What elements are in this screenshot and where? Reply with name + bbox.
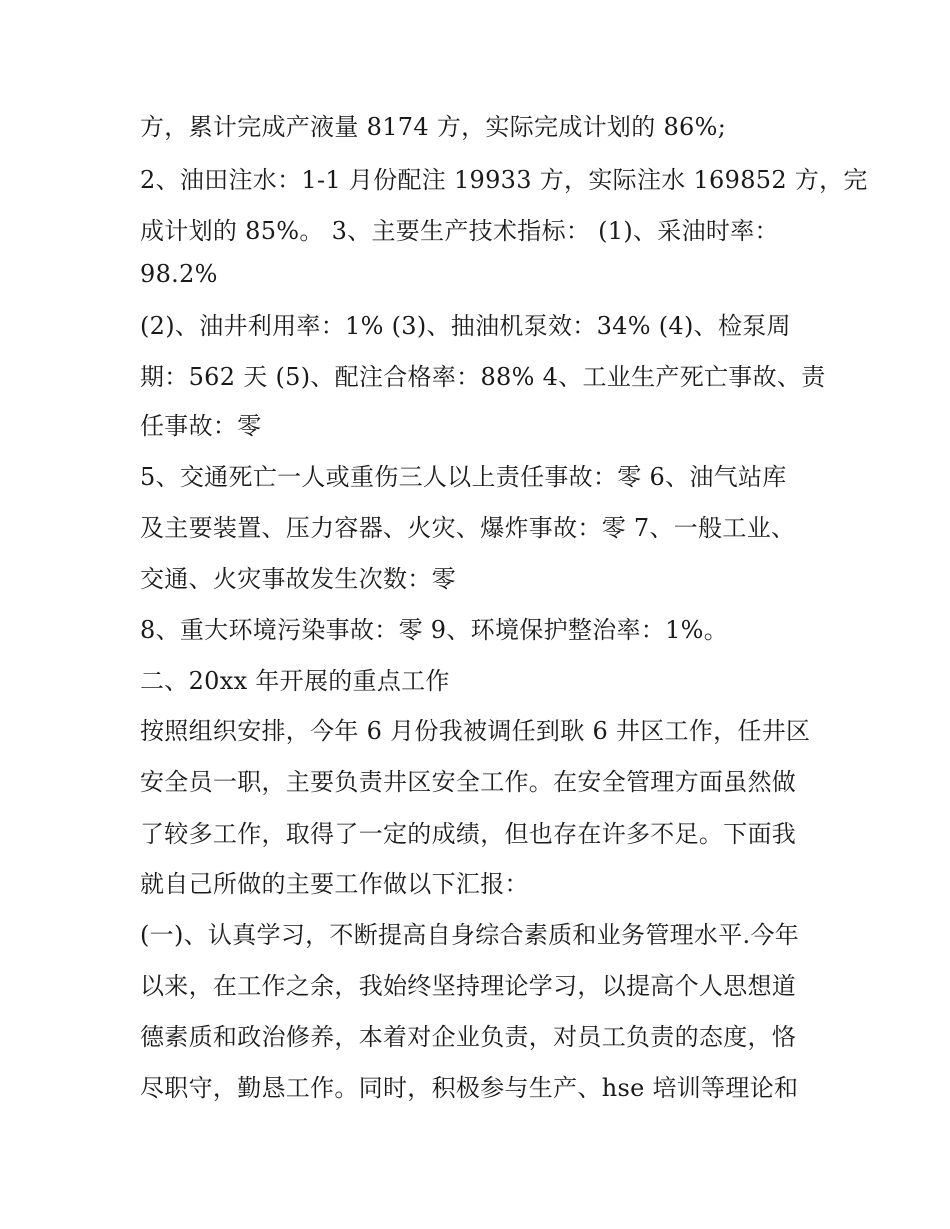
text-line-station-accident: 及主要装置、压力容器、火灾、爆炸事故：零 7、一般工业、 (140, 514, 796, 542)
text-line-liability-accident: 任事故：零 (140, 412, 262, 440)
text-line-technical-indicators: 成计划的 85%。 3、主要生产技术指标： (1)、采油时率： (140, 217, 779, 245)
text-line-diligent-work: 尽职守，勤恳工作。同时，积极参与生产、hse 培训等理论和 (140, 1074, 799, 1102)
subheading-study: (一)、认真学习，不断提高自身综合素质和业务管理水平.今年 (140, 921, 800, 949)
text-line-theory-study: 以来，在工作之余，我始终坚持理论学习，以提高个人思想道 (140, 972, 797, 1000)
text-line-safety-officer: 安全员一职，主要负责井区安全工作。在安全管理方面虽然做 (140, 768, 797, 796)
text-line-oil-rate: 98.2% (140, 260, 218, 288)
text-line-environment: 8、重大环境污染事故：零 9、环境保护整治率：1%。 (140, 616, 729, 644)
text-line-achievements: 了较多工作，取得了一定的成绩，但也存在许多不足。下面我 (140, 820, 797, 848)
text-line-assignment: 按照组织安排，今年 6 月份我被调任到耿 6 井区工作，任井区 (140, 717, 811, 745)
text-line-fire-accident-count: 交通、火灾事故发生次数：零 (140, 565, 456, 593)
text-line-oilfield-injection: 2、油田注水：1-1 月份配注 19933 方，实际注水 169852 方，完 (140, 166, 868, 194)
section-heading-key-work: 二、20xx 年开展的重点工作 (140, 667, 450, 695)
text-line-well-utilization: (2)、油井利用率：1% (3)、抽油机泵效：34% (4)、检泵周 (140, 312, 791, 340)
text-line-production-summary: 方，累计完成产液量 8174 方，实际完成计划的 86%; (140, 113, 727, 141)
text-line-report-intro: 就自己所做的主要工作做以下汇报： (140, 870, 529, 898)
text-line-traffic-accident: 5、交通死亡一人或重伤三人以上责任事故：零 6、油气站库 (140, 463, 787, 491)
text-line-moral-quality: 德素质和政治修养，本着对企业负责，对员工负责的态度，恪 (140, 1023, 797, 1051)
text-line-pump-cycle: 期：562 天 (5)、配注合格率：88% 4、工业生产死亡事故、责 (140, 363, 826, 391)
